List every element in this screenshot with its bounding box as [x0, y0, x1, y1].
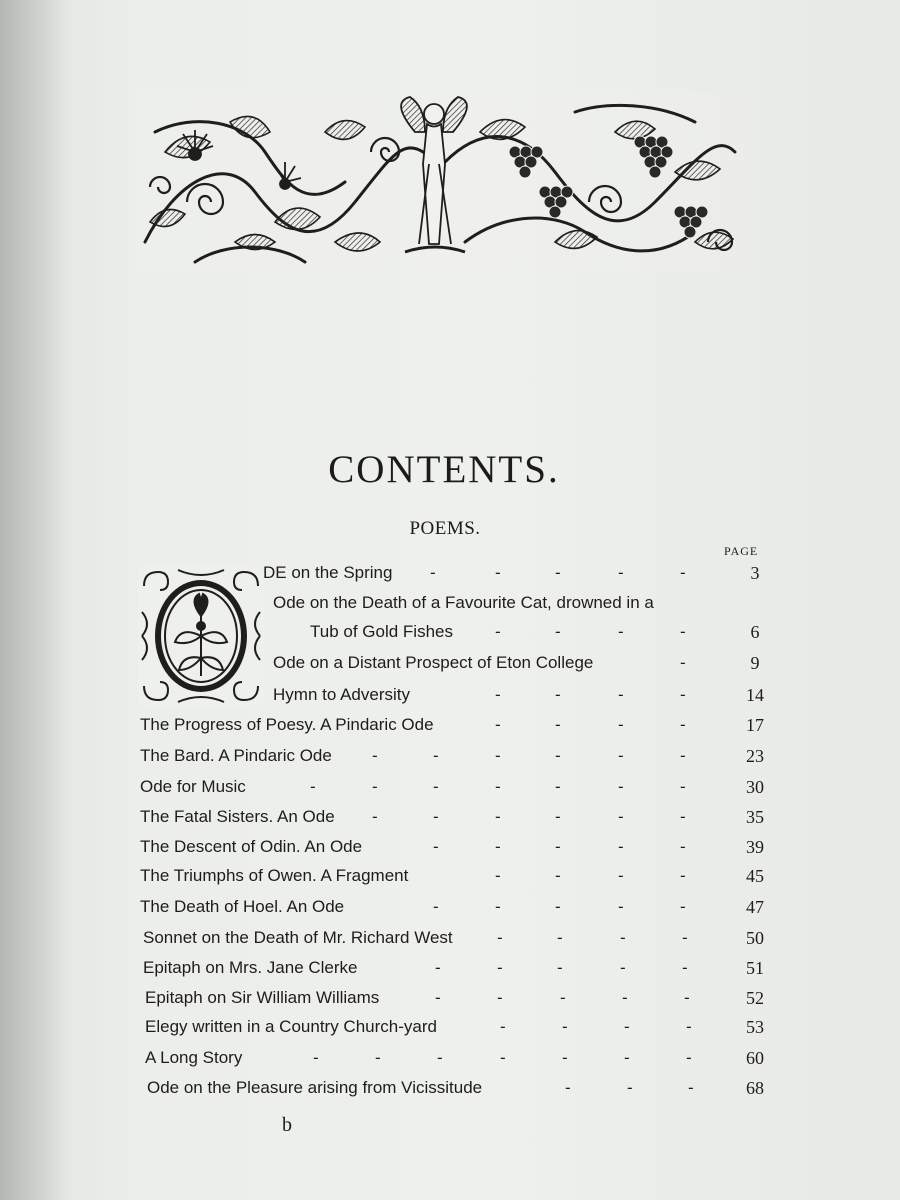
toc-entry: The Descent of Odin. An Ode - - - - - 39: [0, 837, 900, 865]
toc-entry: Sonnet on the Death of Mr. Richard West - - - - 50: [0, 928, 900, 956]
toc-entry-page: 9: [750, 653, 760, 673]
toc-entry: The Progress of Poesy. A Pindaric Ode - - - - 17: [0, 715, 900, 743]
toc-entry-page: 3: [750, 563, 760, 583]
toc-entry-title: The Fatal Sisters. An Ode: [140, 807, 335, 826]
toc-entry-page: 60: [746, 1048, 764, 1068]
toc-entry-page: 17: [746, 715, 764, 735]
toc-entry-title: Hymn to Adversity: [273, 685, 410, 704]
toc-entry-title: The Triumphs of Owen. A Fragment: [140, 866, 409, 885]
toc-entry-page: 14: [746, 685, 764, 705]
toc-entry-title: Elegy written in a Country Church-yard: [145, 1017, 437, 1036]
toc-entry: Ode for Music - - - - - - - 30: [0, 777, 900, 805]
toc-entry: The Fatal Sisters. An Ode - - - - - - 35: [0, 807, 900, 835]
toc-entry: The Triumphs of Owen. A Fragment - - - - 45: [0, 866, 900, 894]
toc-entry-title: The Death of Hoel. An Ode: [140, 897, 345, 916]
floral-banner-icon: [135, 92, 747, 272]
toc-entry-page: 35: [746, 807, 764, 827]
toc-entry-title: Ode for Music: [140, 777, 246, 796]
toc-entry-title: The Bard. A Pindaric Ode: [140, 746, 332, 765]
toc-entry-title: Ode on a Distant Prospect of Eton College: [273, 653, 594, 672]
toc-entry: Elegy written in a Country Church-yard - - - - 53: [0, 1017, 900, 1045]
toc-entry-title: Epitaph on Mrs. Jane Clerke: [143, 958, 358, 977]
toc-entry: Ode on a Distant Prospect of Eton College - 9: [0, 653, 900, 681]
toc-entry: A Long Story - - - - - - - 60: [0, 1048, 900, 1076]
toc-entry-page: 23: [746, 746, 764, 766]
toc-entry-page: 50: [746, 928, 764, 948]
toc-entry-page: 51: [746, 958, 764, 978]
contents-heading: CONTENTS.: [328, 448, 560, 491]
toc-entry-title: A Long Story: [145, 1048, 243, 1067]
toc-entry-title: The Descent of Odin. An Ode: [140, 837, 363, 856]
toc-entry-title: The Progress of Poesy. A Pindaric Ode: [140, 715, 434, 734]
toc-entry-page: 68: [746, 1078, 764, 1098]
toc-entry-title: Epitaph on Sir William Williams: [145, 988, 380, 1007]
toc-entry-title: Tub of Gold Fishes: [310, 622, 453, 641]
page-column-label: PAGE: [724, 544, 759, 558]
toc-entry-page: 6: [750, 622, 760, 642]
toc-entry-page: 52: [746, 988, 764, 1008]
toc-entry-page: 53: [746, 1017, 764, 1037]
toc-entry-title: Ode on the Death of a Favourite Cat, drowned in a: [273, 593, 654, 612]
toc-entry: The Bard. A Pindaric Ode - - - - - - 23: [0, 746, 900, 774]
toc-entry-title: DE on the Spring: [263, 563, 393, 582]
toc-entry-title: Sonnet on the Death of Mr. Richard West: [143, 928, 453, 947]
toc-entry: Epitaph on Sir William Williams - - - - - 52: [0, 988, 900, 1016]
signature-mark: b: [282, 1114, 292, 1136]
section-heading-poems: POEMS.: [409, 518, 481, 539]
toc-entry-page: 47: [746, 897, 764, 917]
toc-entry-title: Ode on the Pleasure arising from Vicissitude: [147, 1078, 483, 1097]
toc-entry: Hymn to Adversity - - - - 14: [0, 685, 900, 713]
toc-entry: Epitaph on Mrs. Jane Clerke - - - - - 51: [0, 958, 900, 986]
toc-entry-page: 45: [746, 866, 764, 886]
toc-entry: [0, 593, 900, 621]
toc-entry-page: 30: [746, 777, 764, 797]
toc-entry-page: 39: [746, 837, 764, 857]
toc-entry: Ode on the Pleasure arising from Vicissitude - - - 68: [0, 1078, 900, 1106]
toc-entry: The Death of Hoel. An Ode - - - - - 47: [0, 897, 900, 925]
toc-entry: Tub of Gold Fishes - - - - 6: [0, 622, 900, 650]
toc-entry: DE on the Spring - - - - - 3: [0, 563, 900, 591]
